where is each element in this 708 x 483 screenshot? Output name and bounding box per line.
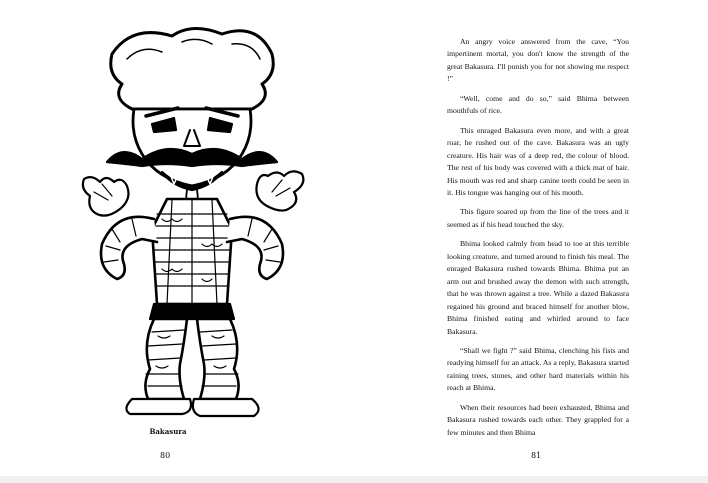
paragraph: “Well, come and do so,” said Bhima between mouthfuls of rice.: [447, 93, 629, 116]
bakasura-illustration: [72, 14, 312, 424]
paragraph: “Shall we fight ?” said Bhima, clenching his fists and readying himself for an attack. As a reply, Bakasura started raining trees, stones, and other hard materials within his reach at Bhima.: [447, 345, 629, 393]
paragraph: Bhima looked calmly from head to toe at this terrible looking creature, and turned around to finish his meal. The enraged Bakasura rushed towards Bhima. Bhima put an arm out and brushed away the demon with such strength, that he was thrown against a tree. While a dazed Bakasura regained his ground and braced himself for another blow, Bhima finished eating and whirled around to face Bakasura.: [447, 239, 629, 336]
paragraph: This enraged Bakasura even more, and with a great roar, he rushed out of the cave. Bakasura was an ugly creature. His hair was of a deep red, the colour of blood. The rest of his body was covered with a thick mat of hair. His mouth was red and sharp canine teeth could be seen in it. His tongue was hanging out of his mouth.: [447, 125, 629, 197]
paragraph: An angry voice answered from the cave, “You impertinent mortal, you don't know the strength of the great Bakasura. I'll punish you for not showing me respect !”: [447, 37, 629, 84]
illustration-caption: Bakasura: [149, 427, 187, 436]
page-number-right: 81: [531, 451, 542, 460]
viewer-bottom-strip: [0, 476, 708, 483]
story-text: [447, 36, 629, 446]
page-number-left: 80: [160, 451, 171, 460]
paragraph: When their resources had been exhausted, Bhima and Bakasura rushed towards each other. They grappled for a few minutes and then Bhima: [447, 402, 629, 437]
paragraph: This figure soared up from the line of the trees and it seemed as if his head touched the sky.: [447, 207, 629, 229]
